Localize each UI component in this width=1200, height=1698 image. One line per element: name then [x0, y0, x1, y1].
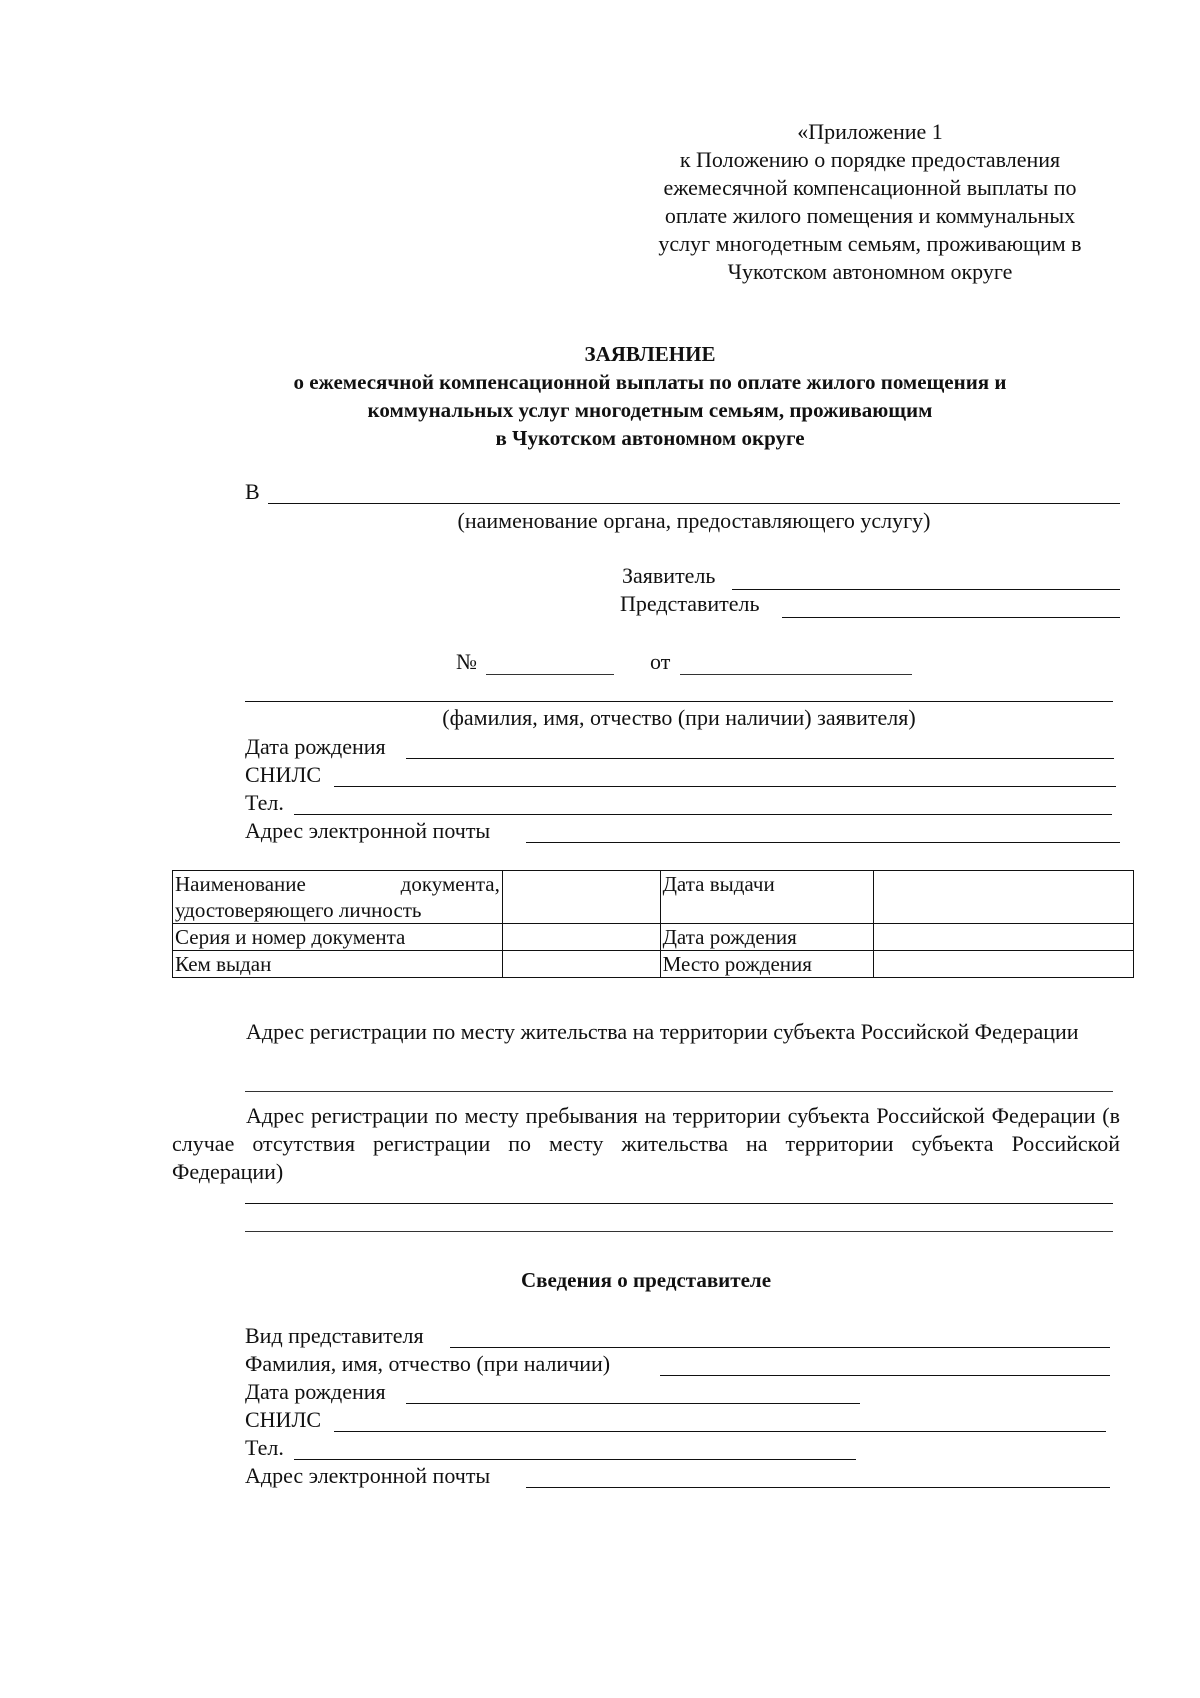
stay-address-field[interactable] [245, 1203, 1113, 1204]
id-document-table [172, 870, 1134, 978]
table-row [173, 871, 1134, 924]
title-line: о ежемесячной компенсационной выплаты по оплате жилого помещения и [293, 370, 1007, 394]
rep-snils-field[interactable] [334, 1431, 1106, 1432]
fio-caption: (фамилия, имя, отчество (при наличии) заявителя) [442, 705, 916, 730]
table-cell-label: Дата выдачи [660, 871, 874, 924]
cell-text: Наименование [175, 872, 306, 896]
table-row [173, 951, 1134, 978]
rep-type-field[interactable] [450, 1347, 1110, 1348]
table-cell-value[interactable] [874, 951, 1134, 978]
cell-text: документа, [400, 872, 500, 896]
date-field[interactable] [680, 674, 912, 675]
residence-address-label: Адрес регистрации по месту жительства на территории субъекта Российской Федерации [246, 1019, 1079, 1044]
number-label: № [456, 649, 477, 674]
annex-line: оплате жилого помещения и коммунальных [664, 203, 1076, 228]
birth-date-label: Дата рождения [245, 734, 386, 759]
applicant-field[interactable] [732, 589, 1120, 590]
rep-snils-label: СНИЛС [245, 1407, 322, 1432]
table-cell-value[interactable] [874, 924, 1134, 951]
applicant-label: Заявитель [622, 563, 716, 588]
table-cell-value[interactable] [874, 871, 1134, 924]
birth-date-field[interactable] [406, 758, 1114, 759]
annex-block [640, 118, 1100, 286]
annex-line: «Приложение 1 [797, 119, 943, 144]
title-line: в Чукотском автономном округе [495, 426, 805, 450]
snils-field[interactable] [334, 786, 1116, 787]
stay-address-label: Адрес регистрации по месту пребывания на территории субъекта Российской Федерации (в случае отсутствия регистрации по месту жительства на территории субъекта Российской Федерации) [172, 1103, 1120, 1184]
table-row [173, 924, 1134, 951]
rep-birth-date-label: Дата рождения [245, 1379, 386, 1404]
representative-field[interactable] [782, 617, 1120, 618]
title-heading: ЗАЯВЛЕНИЕ [584, 342, 716, 366]
annex-line: к Положению о порядке предоставления [679, 147, 1061, 172]
rep-phone-field[interactable] [294, 1459, 856, 1460]
table-cell-label: Кем выдан [173, 951, 503, 978]
residence-address-text [172, 1018, 1120, 1046]
table-cell-value[interactable] [502, 924, 660, 951]
phone-label: Тел. [245, 790, 284, 815]
stay-address-text [172, 1102, 1120, 1186]
rep-email-label: Адрес электронной почты [245, 1463, 491, 1488]
document-title [170, 340, 1130, 452]
applicant-fio-field[interactable] [245, 701, 1113, 702]
rep-type-label: Вид представителя [245, 1323, 424, 1348]
number-field[interactable] [486, 674, 614, 675]
rep-fio-label: Фамилия, имя, отчество (при наличии) [245, 1351, 611, 1376]
table-cell-label: Место рождения [660, 951, 874, 978]
rep-birth-date-field[interactable] [406, 1403, 860, 1404]
rep-fio-field[interactable] [660, 1375, 1110, 1376]
recipient-caption: (наименование органа, предоставляющего услугу) [457, 508, 931, 533]
table-cell-label [173, 871, 503, 924]
title-line: коммунальных услуг многодетным семьям, проживающим [367, 398, 933, 422]
email-label: Адрес электронной почты [245, 818, 491, 843]
recipient-prefix: В [245, 479, 260, 504]
phone-field[interactable] [294, 814, 1112, 815]
annex-line: услуг многодетным семьям, проживающим в [658, 231, 1082, 256]
table-cell-value[interactable] [502, 951, 660, 978]
from-label: от [650, 649, 671, 674]
rep-phone-label: Тел. [245, 1435, 284, 1460]
annex-line: ежемесячной компенсационной выплаты по [663, 175, 1077, 200]
snils-label: СНИЛС [245, 762, 322, 787]
residence-address-field[interactable] [245, 1091, 1113, 1092]
representative-section-title: Сведения о представителе [520, 1268, 772, 1292]
annex-line: Чукотском автономном округе [727, 259, 1013, 284]
table-cell-label: Серия и номер документа [173, 924, 503, 951]
stay-address-field-2[interactable] [245, 1231, 1113, 1232]
cell-text: удостоверяющего личность [175, 898, 422, 922]
representative-label: Представитель [620, 591, 760, 616]
table-cell-value[interactable] [502, 871, 660, 924]
email-field[interactable] [526, 842, 1120, 843]
table-cell-label: Дата рождения [660, 924, 874, 951]
rep-email-field[interactable] [526, 1487, 1110, 1488]
recipient-field[interactable] [268, 503, 1120, 504]
